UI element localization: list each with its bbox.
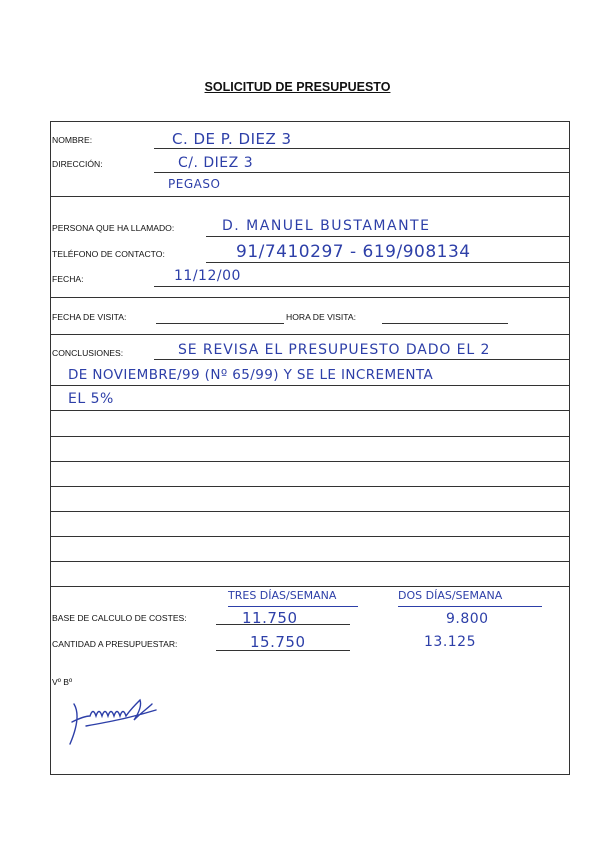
divider	[50, 297, 570, 298]
telefono-label: TELÉFONO DE CONTACTO:	[52, 249, 165, 259]
persona-value: D. MANUEL BUSTAMANTE	[222, 218, 431, 234]
conclusiones-label: CONCLUSIONES:	[52, 348, 124, 358]
divider	[50, 334, 570, 335]
fecha-visita-label: FECHA DE VISITA:	[52, 312, 127, 322]
hora-visita-label: HORA DE VISITA:	[286, 312, 357, 322]
direccion-value-line2: PEGASO	[168, 177, 221, 191]
base-value-col1: 11.750	[242, 609, 298, 627]
fecha-line	[154, 286, 570, 287]
divider	[50, 511, 570, 512]
conclusiones-line	[154, 359, 570, 360]
col1-header: TRES DÍAS/SEMANA	[228, 589, 337, 602]
conclusiones-line	[50, 385, 570, 386]
nombre-label: NOMBRE:	[52, 135, 93, 145]
divider	[50, 410, 570, 411]
telefono-line	[206, 262, 570, 263]
hora-visita-line	[382, 323, 508, 324]
conclusiones-value-line1: SE REVISA EL PRESUPUESTO DADO EL 2	[178, 342, 491, 358]
col1-header-underline	[228, 606, 358, 607]
persona-line	[206, 236, 570, 237]
direccion-label: DIRECCIÓN:	[52, 159, 103, 169]
cantidad-label: CANTIDAD A PRESUPUESTAR:	[52, 639, 178, 649]
direccion-value-line1: C/. DIEZ 3	[178, 155, 254, 171]
divider	[50, 461, 570, 462]
base-value-col2: 9.800	[446, 611, 489, 627]
persona-label: PERSONA QUE HA LLAMADO:	[52, 223, 175, 233]
fecha-value: 11/12/00	[174, 268, 241, 284]
page-title: SOLICITUD DE PRESUPUESTO	[204, 80, 391, 94]
nombre-line	[154, 148, 570, 149]
fecha-label: FECHA:	[52, 274, 84, 284]
conclusiones-value-line3: EL 5%	[68, 391, 114, 407]
divider	[50, 561, 570, 562]
conclusiones-value-line2: DE NOVIEMBRE/99 (Nº 65/99) Y SE LE INCREMENTA	[68, 367, 434, 383]
signature-image	[68, 692, 188, 752]
divider	[50, 536, 570, 537]
telefono-value: 91/7410297 - 619/908134	[236, 242, 471, 262]
nombre-value: C. DE P. DIEZ 3	[172, 130, 292, 148]
divider	[50, 586, 570, 587]
divider	[50, 486, 570, 487]
divider	[50, 196, 570, 197]
cantidad-value-col1: 15.750	[250, 633, 306, 651]
col2-header-underline	[398, 606, 542, 607]
fecha-visita-line	[156, 323, 284, 324]
cantidad-value-col2: 13.125	[424, 634, 476, 650]
direccion-line	[154, 172, 570, 173]
col2-header: DOS DÍAS/SEMANA	[398, 589, 503, 602]
divider	[50, 436, 570, 437]
base-label: BASE DE CALCULO DE COSTES:	[52, 613, 187, 623]
vb-label: Vº Bº	[52, 677, 73, 687]
